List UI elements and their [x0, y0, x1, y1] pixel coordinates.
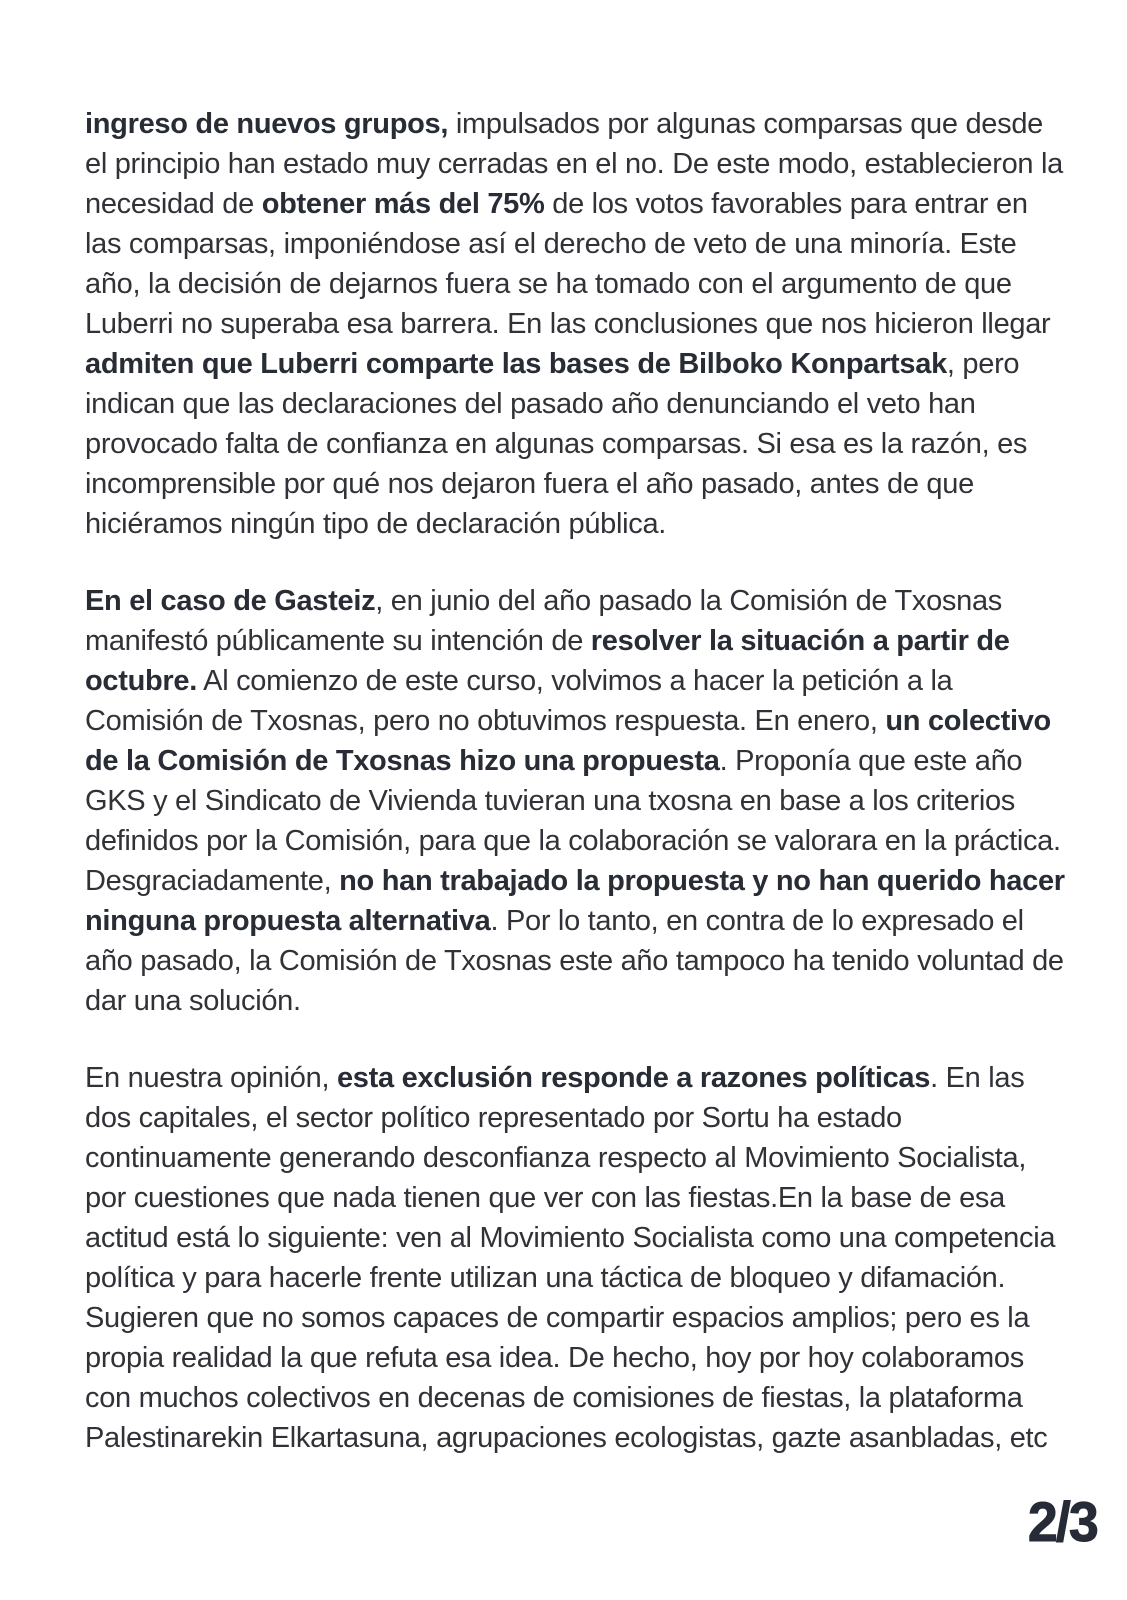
paragraph-3 — [85, 1058, 1070, 1458]
text-run: , en junio del año pasado la Comisión de Txosnas manifestó públicamente su intención de — [85, 585, 1002, 657]
bold-text-run: un colectivo de la Comisión de Txosnas hizo una propuesta — [85, 705, 1051, 777]
bold-text-run: esta exclusión responde a razones políticas — [336, 1062, 931, 1094]
bold-text-run: resolver la situación a partir de octubre. — [85, 625, 1010, 697]
bold-text-run: admiten que Luberri comparte las bases de Bilboko Konpartsak — [85, 348, 947, 380]
paragraph-2 — [85, 581, 1070, 1021]
bold-text-run: En el caso de Gasteiz — [85, 585, 376, 617]
page-number-indicator: 2/3 — [1028, 1490, 1097, 1553]
text-run: Al comienzo de este curso, volvimos a hacer la petición a la Comisión de Txosnas, pero no obtuvimos respuesta. En enero, — [85, 665, 953, 737]
text-run: de los votos favorables para entrar en las comparsas, imponiéndose así el derecho de veto de una minoría. Este año, la decisión de dejarnos fuera se ha tomado con el argumento de que Luberri no superaba esa barrera. En las conclusiones que nos hicieron llegar — [85, 188, 1051, 340]
text-run: impulsados por algunas comparsas que desde el principio han estado muy cerradas en el no. De este modo, establecieron la necesidad de — [85, 108, 1063, 220]
text-run: , pero indican que las declaraciones del pasado año denunciando el veto han provocado falta de confianza en algunas comparsas. Si esa es la razón, es incomprensible por qué nos dejaron fuera el año pasado, antes de que hiciéramos ningún tipo de declaración pública. — [85, 348, 1028, 540]
document-text-block — [85, 104, 1070, 1495]
bold-text-run: ingreso de nuevos grupos, — [85, 108, 449, 140]
text-run: En nuestra opinión, — [85, 1062, 337, 1094]
bold-text-run: no han trabajado la propuesta y no han querido hacer ninguna propuesta alternativa — [85, 865, 1065, 937]
paragraph-1 — [85, 104, 1070, 544]
bold-text-run: obtener más del 75% — [261, 188, 545, 220]
text-run: . En las dos capitales, el sector político representado por Sortu ha estado continuamente generando desconfianza respecto al Movimiento Socialista, por cuestiones que nada tienen que ver con las fiestas.En la base de esa actitud está lo siguiente: ven al Movimiento Socialista como una competencia política y para hacerle frente utilizan una táctica de bloqueo y difamación. Sugieren que no somos capaces de compartir espacios amplios; pero es la propia realidad la que refuta esa idea. De hecho, hoy por hoy colaboramos con muchos colectivos en decenas de comisiones de fiestas, la plataforma Palestinarekin Elkartasuna, agrupaciones ecologistas, gazte asanbladas, etc — [85, 1062, 1056, 1454]
text-run: . Proponía que este año GKS y el Sindicato de Vivienda tuvieran una txosna en base a los criterios definidos por la Comisión, para que la colaboración se valorara en la práctica. Desgraciadamente, — [85, 745, 1061, 897]
text-run: . Por lo tanto, en contra de lo expresado el año pasado, la Comisión de Txosnas este año tampoco ha tenido voluntad de dar una solución. — [85, 905, 1064, 1017]
